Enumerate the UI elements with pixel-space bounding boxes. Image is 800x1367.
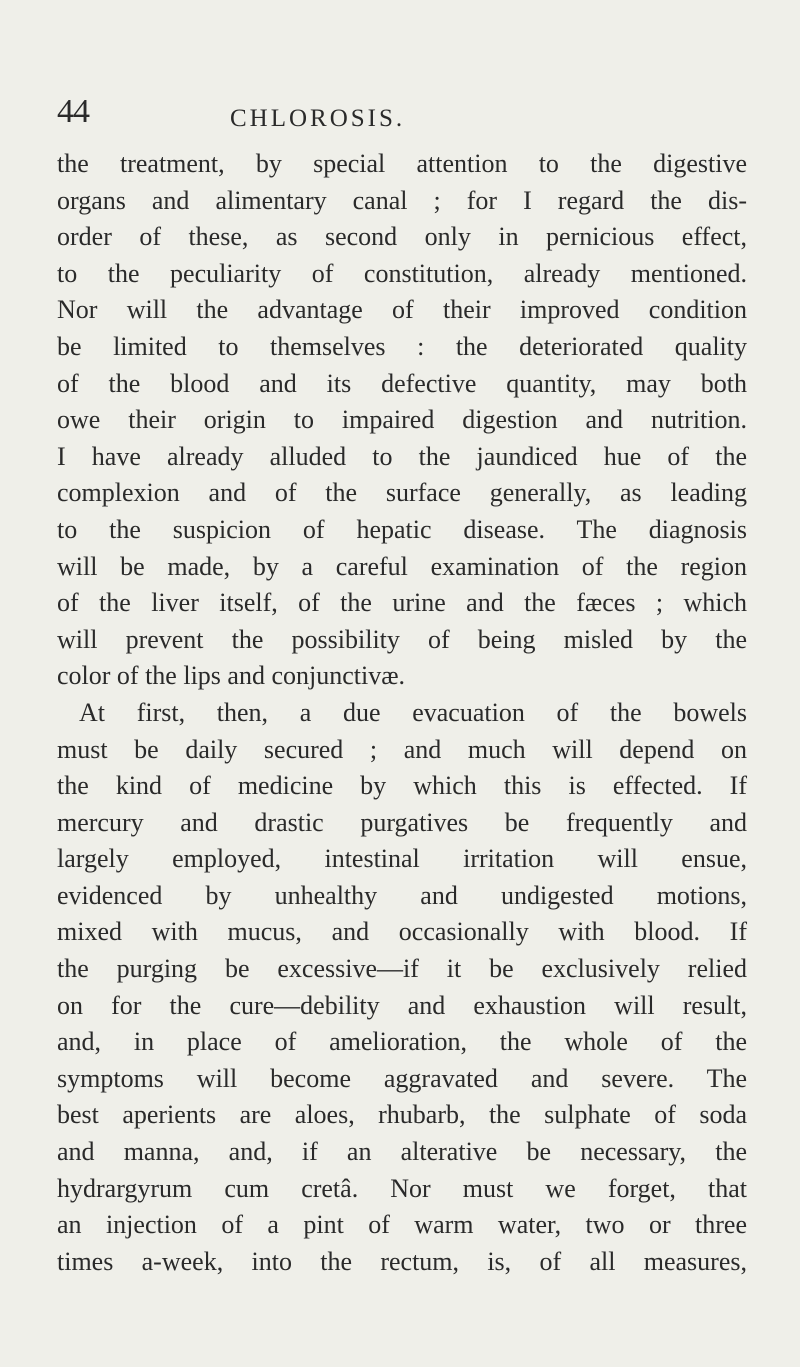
text-line-9: I have already alluded to the jaundiced hue of the — [57, 441, 747, 471]
text-line-30: an injection of a pint of warm water, two or three — [57, 1210, 747, 1240]
text-line-14: will prevent the possibility of being misled by the — [57, 624, 747, 654]
text-line-29: hydrargyrum cum cretâ. Nor must we forget, that — [57, 1173, 747, 1203]
text-line-18: the kind of medicine by which this is effected. If — [57, 771, 747, 801]
text-line-7: of the blood and its defective quantity, may both — [57, 368, 747, 398]
text-line-2: organs and alimentary canal ; for I regard the dis- — [57, 185, 747, 215]
text-line-22: mixed with mucus, and occasionally with blood. If — [57, 917, 747, 947]
text-line-15: color of the lips and conjunctivæ. — [57, 661, 406, 691]
text-line-21: evidenced by unhealthy and undigested motions, — [57, 880, 747, 910]
text-line-6: be limited to themselves : the deteriorated quality — [57, 331, 747, 361]
text-line-27: best aperients are aloes, rhubarb, the sulphate of soda — [57, 1100, 747, 1130]
text-line-13: of the liver itself, of the urine and the fæces ; which — [57, 588, 747, 618]
text-line-31: times a-week, into the rectum, is, of all measures, — [57, 1246, 747, 1276]
text-line-12: will be made, by a careful examination of the region — [57, 551, 747, 581]
text-line-25: and, in place of amelioration, the whole of the — [57, 1027, 747, 1057]
text-line-19: mercury and drastic purgatives be frequently and — [57, 807, 747, 837]
text-line-10: complexion and of the surface generally, as leading — [57, 478, 747, 508]
text-line-3: order of these, as second only in pernicious effect, — [57, 222, 747, 252]
text-line-1: the treatment, by special attention to the digestive — [57, 149, 747, 178]
body-text — [57, 146, 747, 1280]
running-head: CHLOROSIS. — [230, 105, 406, 132]
page-number: 44 — [57, 93, 89, 130]
text-line-8: owe their origin to impaired digestion and nutrition. — [57, 405, 747, 435]
text-line-23: the purging be excessive—if it be exclusively relied — [57, 954, 747, 984]
text-line-20: largely employed, intestinal irritation will ensue, — [57, 844, 747, 874]
text-line-26: symptoms will become aggravated and severe. The — [57, 1063, 747, 1093]
text-line-5: Nor will the advantage of their improved condition — [57, 295, 747, 325]
text-line-16: At first, then, a due evacuation of the bowels — [79, 697, 747, 727]
text-line-17: must be daily secured ; and much will depend on — [57, 734, 747, 764]
text-line-11: to the suspicion of hepatic disease. The diagnosis — [57, 514, 747, 544]
text-line-4: to the peculiarity of constitution, already mentioned. — [57, 258, 747, 288]
text-line-28: and manna, and, if an alterative be necessary, the — [57, 1137, 747, 1167]
text-line-24: on for the cure—debility and exhaustion will result, — [57, 990, 747, 1020]
